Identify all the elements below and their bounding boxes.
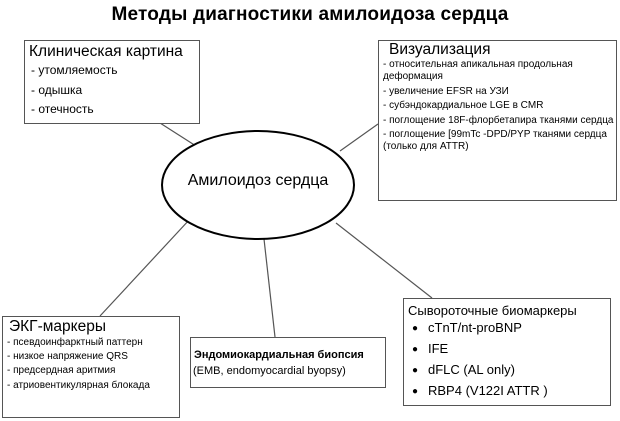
connector-ecg (100, 219, 190, 316)
imaging-title: Визуализация (389, 41, 491, 58)
list-item: - поглощение 18F-флорбетапира тканями сердца (383, 114, 614, 126)
connector-serum (336, 223, 432, 298)
biopsy-title: Эндомиокардиальная биопсия (194, 349, 364, 361)
list-item-label: RBP4 (V122I ATTR ) (428, 383, 548, 398)
list-item (404, 381, 610, 402)
list-item-label: dFLC (AL only) (428, 362, 515, 377)
serum-box (403, 298, 611, 406)
list-item: - поглощение [99mTc -DPD/PYP тканями сердца (только для ATTR) (383, 129, 607, 153)
clinical-list (25, 61, 199, 120)
serum-list (404, 318, 610, 402)
list-item: - предсердная аритмия (7, 365, 116, 377)
list-item-label: cTnT/nt-proBNP (428, 320, 522, 335)
list-item: - относительная апикальная продольная деформация (383, 59, 573, 83)
bullet-icon: ● (412, 323, 419, 334)
list-item: - отечность (31, 102, 94, 116)
list-item: - атриовентикулярная блокада (7, 379, 150, 391)
list-item: - увеличение EFSR на УЗИ (383, 85, 509, 97)
list-item (404, 360, 610, 381)
imaging-list (379, 59, 616, 154)
clinical-box (24, 40, 200, 124)
list-item-label: IFE (428, 341, 449, 356)
connector-imaging (340, 124, 378, 151)
list-item: - низкое напряжение QRS (7, 351, 128, 363)
bullet-icon: ● (412, 386, 419, 397)
ecg-list (3, 336, 179, 393)
list-item (404, 318, 610, 339)
ecg-box (2, 316, 180, 418)
list-item: - псевдоинфарктный паттерн (7, 337, 143, 348)
center-label: Амилоидоз сердца (187, 172, 329, 189)
list-item: - субэндокардиальное LGE в CMR (383, 100, 544, 112)
clinical-title: Клиническая картина (29, 43, 183, 60)
serum-title: Сывороточные биомаркеры (408, 303, 577, 318)
bullet-icon: ● (412, 365, 419, 376)
imaging-box (378, 40, 617, 201)
biopsy-box (190, 337, 386, 388)
biopsy-subtitle: (EMB, endomyocardial byopsy) (193, 365, 346, 377)
bullet-icon: ● (412, 344, 419, 355)
list-item: - одышка (31, 82, 83, 97)
list-item (404, 339, 610, 360)
connector-biopsy (264, 239, 275, 337)
diagram-title: Методы диагностики амилоидоза сердца (111, 4, 509, 25)
connector-clinical (160, 123, 196, 146)
list-item: - утомляемость (31, 63, 118, 77)
ecg-title: ЭКГ-маркеры (9, 318, 106, 335)
